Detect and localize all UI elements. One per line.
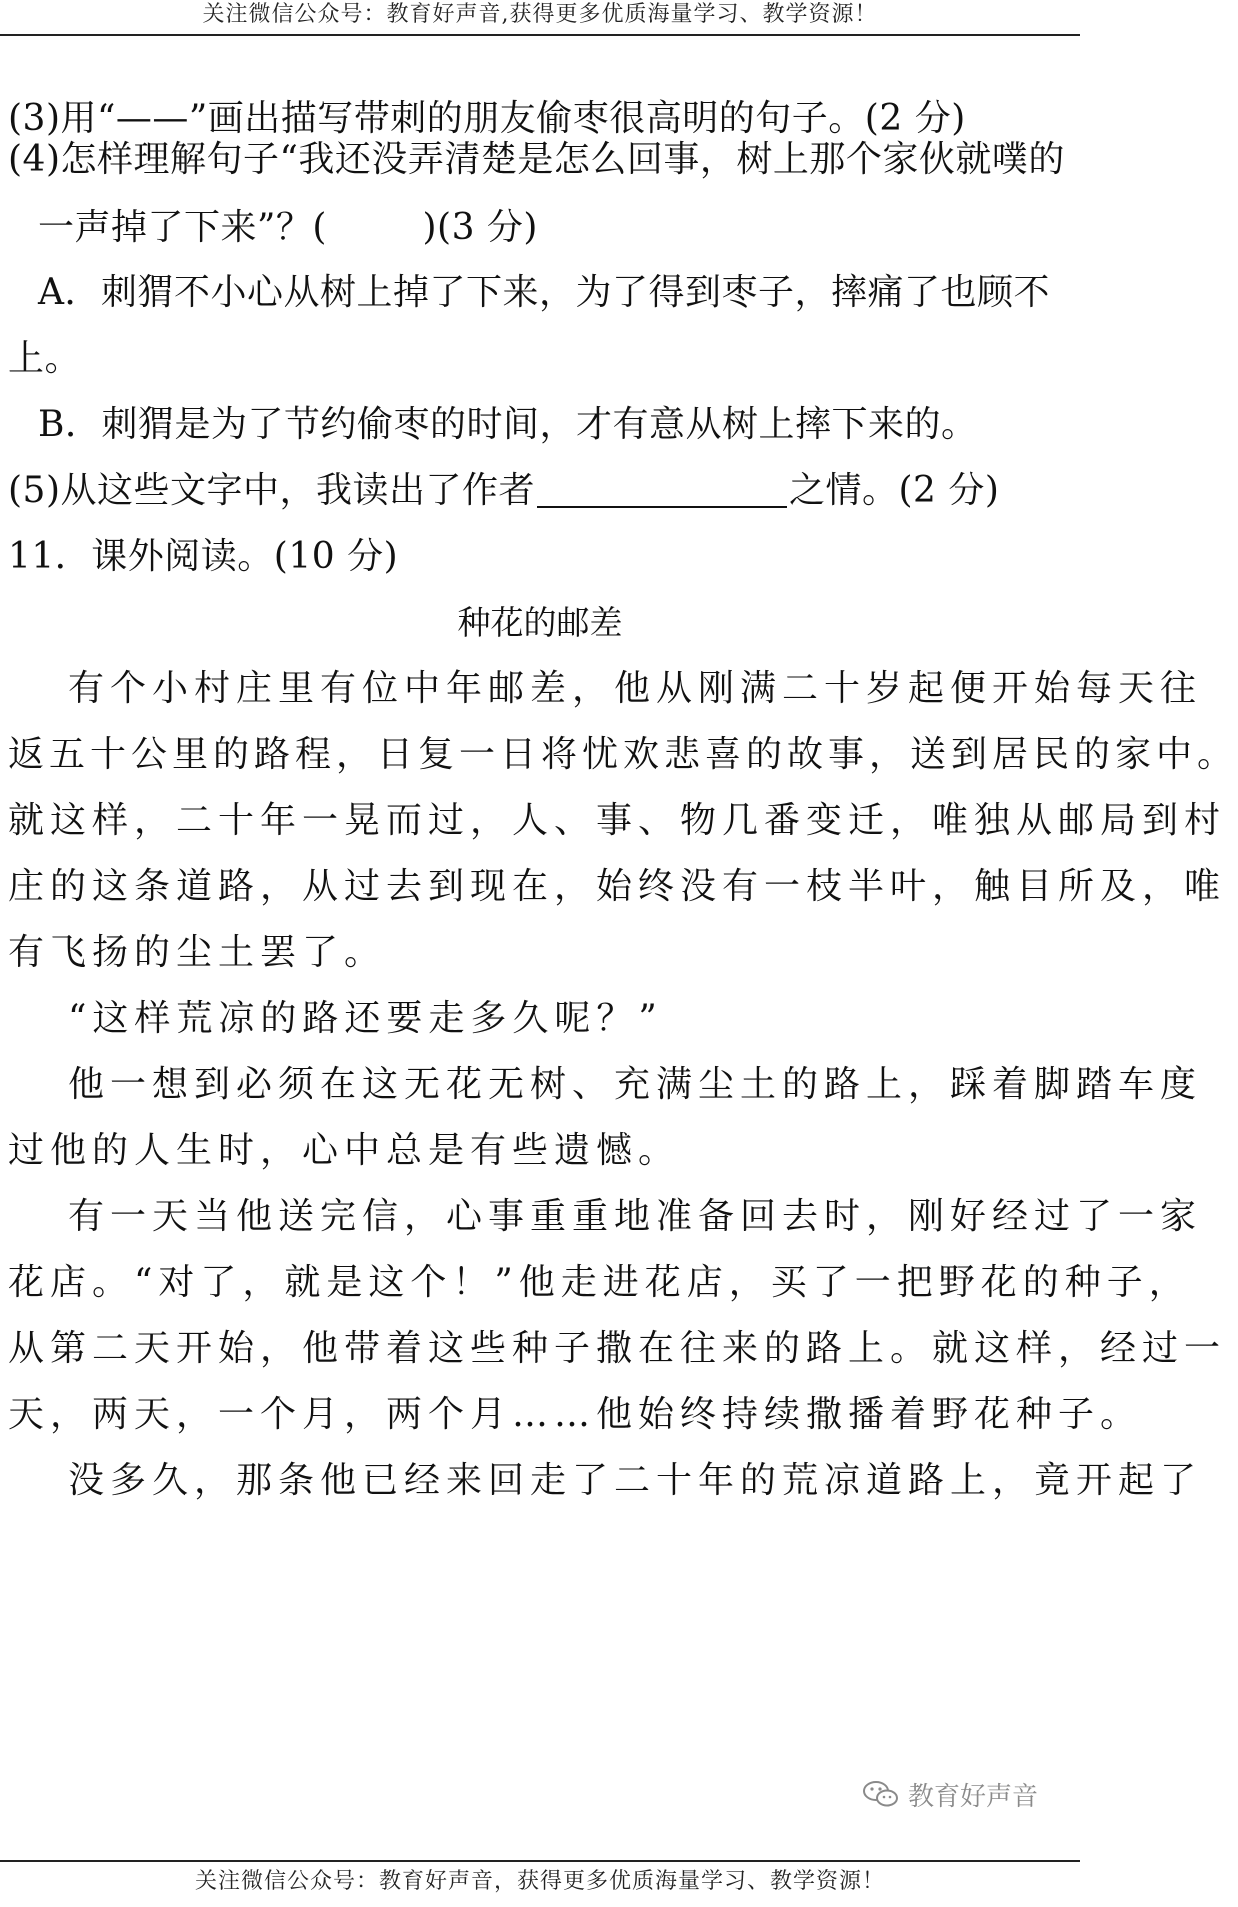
page-footer: 关注微信公众号：教育好声音，获得更多优质海量学习、教学资源！: [0, 1860, 1080, 1907]
article-line: 返五十公里的路程，日复一日将忧欢悲喜的故事，送到居民的家中。: [8, 734, 1238, 775]
article-line: 有飞扬的尘土罢了。: [8, 932, 387, 973]
option-b: B．刺猬是为了节约偷枣的时间，才有意从树上摔下来的。: [38, 404, 978, 445]
article-line: 有一天当他送完信，心事重重地准备回去时，刚好经过了一家: [68, 1196, 1203, 1237]
question-4-line-1: (4)怎样理解句子“我还没弄清楚是怎么回事，树上那个家伙就噗的: [8, 139, 1065, 180]
article-line: 没多久，那条他已经来回走了二十年的荒凉道路上，竟开起了: [68, 1460, 1203, 1501]
article-line: “这样荒凉的路还要走多久呢？”: [68, 998, 663, 1039]
question-5-text: (5)从这些文字中，我读出了作者: [8, 470, 535, 511]
option-a-line-2: 上。: [8, 338, 82, 379]
article-title: 种花的邮差: [457, 603, 623, 642]
article-line: 就这样，二十年一晃而过，人、事、物几番变迁，唯独从邮局到村: [8, 800, 1227, 841]
article-line: 天，两天，一个月，两个月……他始终持续撒播着野花种子。: [8, 1394, 1143, 1435]
question-3: (3)用“——”画出描写带刺的朋友偷枣很高明的句子。(2 分): [8, 98, 966, 139]
question-4-line-2: 一声掉了下来”？( )(3 分): [38, 207, 538, 248]
article-line: 从第二天开始，他带着这些种子撒在往来的路上。就这样，经过一: [8, 1328, 1227, 1369]
question-5: [8, 466, 999, 516]
question-11: 11．课外阅读。(10 分): [8, 536, 399, 577]
article-line: 花店。“对了，就是这个！”他走进花店，买了一把野花的种子，: [8, 1262, 1191, 1303]
article-line: 过他的人生时，心中总是有些遗憾。: [8, 1130, 681, 1171]
option-a-line-1: A．刺猬不小心从树上掉了下来，为了得到枣子，摔痛了也顾不: [38, 272, 1050, 313]
answer-blank: [537, 468, 787, 508]
question-5-text-end: 之情。(2 分): [789, 470, 1000, 511]
article-line: 庄的这条道路，从过去到现在，始终没有一枝半叶，触目所及，唯: [8, 866, 1227, 907]
page-header: 关注微信公众号：教育好声音,获得更多优质海量学习、教学资源！: [0, 0, 1080, 36]
watermark: [862, 1774, 1038, 1814]
article-line: 有个小村庄里有位中年邮差，他从刚满二十岁起便开始每天往: [68, 668, 1203, 709]
article-line: 他一想到必须在这无花无树、充满尘土的路上，踩着脚踏车度: [68, 1064, 1203, 1105]
wechat-icon: [862, 1779, 900, 1809]
watermark-text: 教育好声音: [908, 1781, 1039, 1812]
